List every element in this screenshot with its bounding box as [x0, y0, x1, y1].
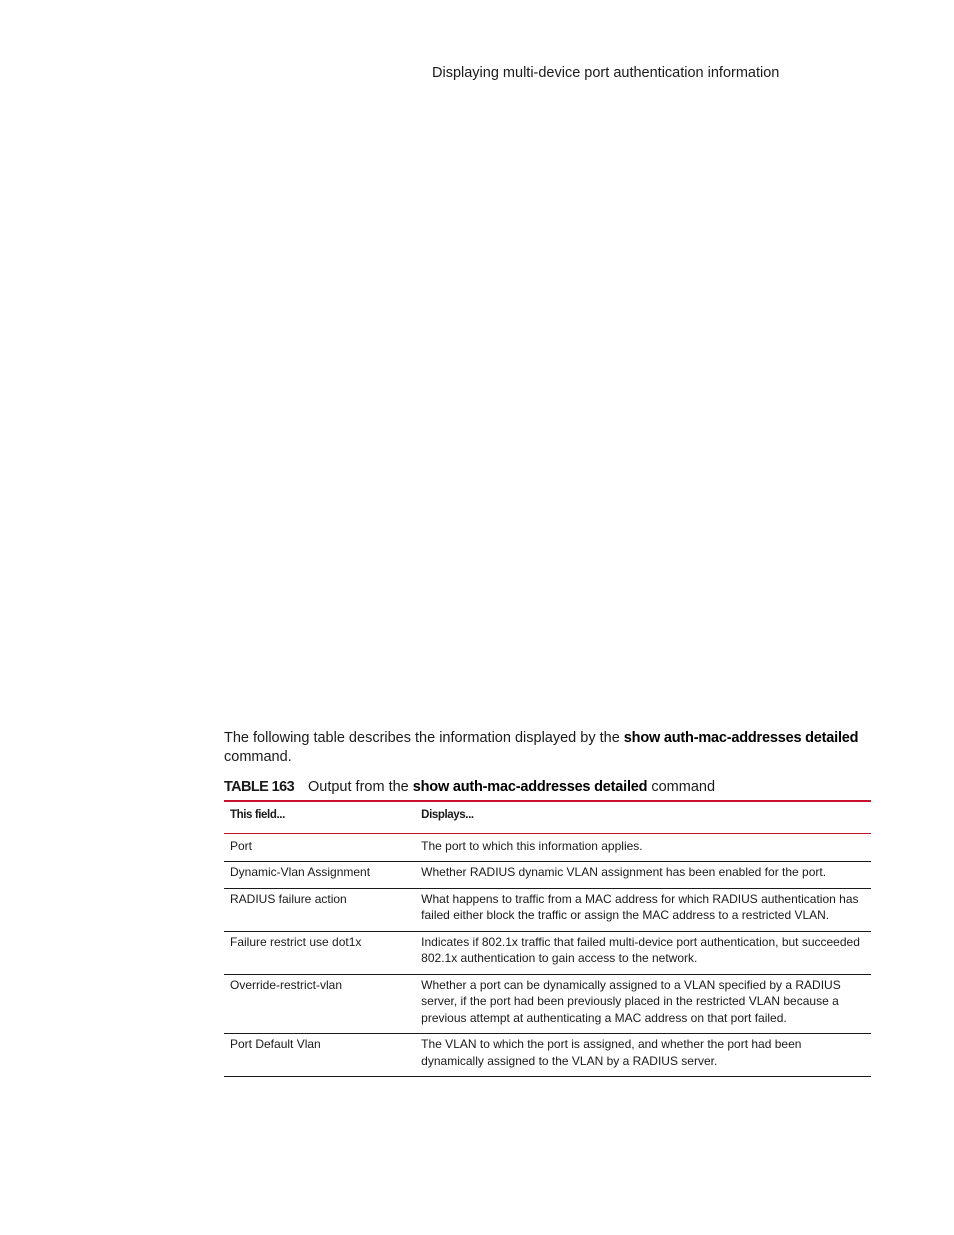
table-row: [224, 1034, 871, 1077]
caption-text-end: command: [647, 779, 716, 795]
field-cell: Port: [224, 833, 415, 862]
field-cell: Failure restrict use dot1x: [224, 931, 415, 974]
field-description-table: [224, 800, 871, 1077]
column-header-field: This field...: [224, 801, 415, 833]
description-cell: Whether a port can be dynamically assigned to a VLAN specified by a RADIUS server, if the port had been previously placed in the restricted VLAN because a previous attempt at authenticating a MAC address on that port failed.: [415, 974, 871, 1034]
description-cell: What happens to traffic from a MAC address for which RADIUS authentication has failed either block the traffic or assign the MAC address to a restricted VLAN.: [415, 888, 871, 931]
field-cell: Override-restrict-vlan: [224, 974, 415, 1034]
caption-text: Output from the: [308, 779, 413, 795]
field-cell: Dynamic-Vlan Assignment: [224, 862, 415, 889]
table-header-row: [224, 801, 871, 833]
table-row: [224, 862, 871, 889]
field-cell: Port Default Vlan: [224, 1034, 415, 1077]
description-cell: Whether RADIUS dynamic VLAN assignment has been enabled for the port.: [415, 862, 871, 889]
table-row: [224, 888, 871, 931]
field-cell: RADIUS failure action: [224, 888, 415, 931]
table-label: TABLE 163: [224, 779, 295, 795]
table-row: [224, 931, 871, 974]
description-cell: The VLAN to which the port is assigned, and whether the port had been dynamically assigned to the VLAN by a RADIUS server.: [415, 1034, 871, 1077]
intro-text: The following table describes the information displayed by the: [224, 730, 624, 746]
column-header-displays: Displays...: [415, 801, 871, 833]
table-caption: [224, 779, 874, 795]
description-cell: The port to which this information applies.: [415, 833, 871, 862]
running-header: Displaying multi-device port authentication information: [432, 65, 780, 81]
caption-command: show auth-mac-addresses detailed: [412, 779, 648, 795]
table-row: [224, 833, 871, 862]
intro-paragraph: [224, 729, 874, 767]
description-cell: Indicates if 802.1x traffic that failed multi-device port authentication, but succeeded 802.1x authentication to gain access to the network.: [415, 931, 871, 974]
intro-command: show auth-mac-addresses detailed: [623, 730, 859, 746]
intro-text-end: command.: [224, 749, 292, 765]
table-row: [224, 974, 871, 1034]
